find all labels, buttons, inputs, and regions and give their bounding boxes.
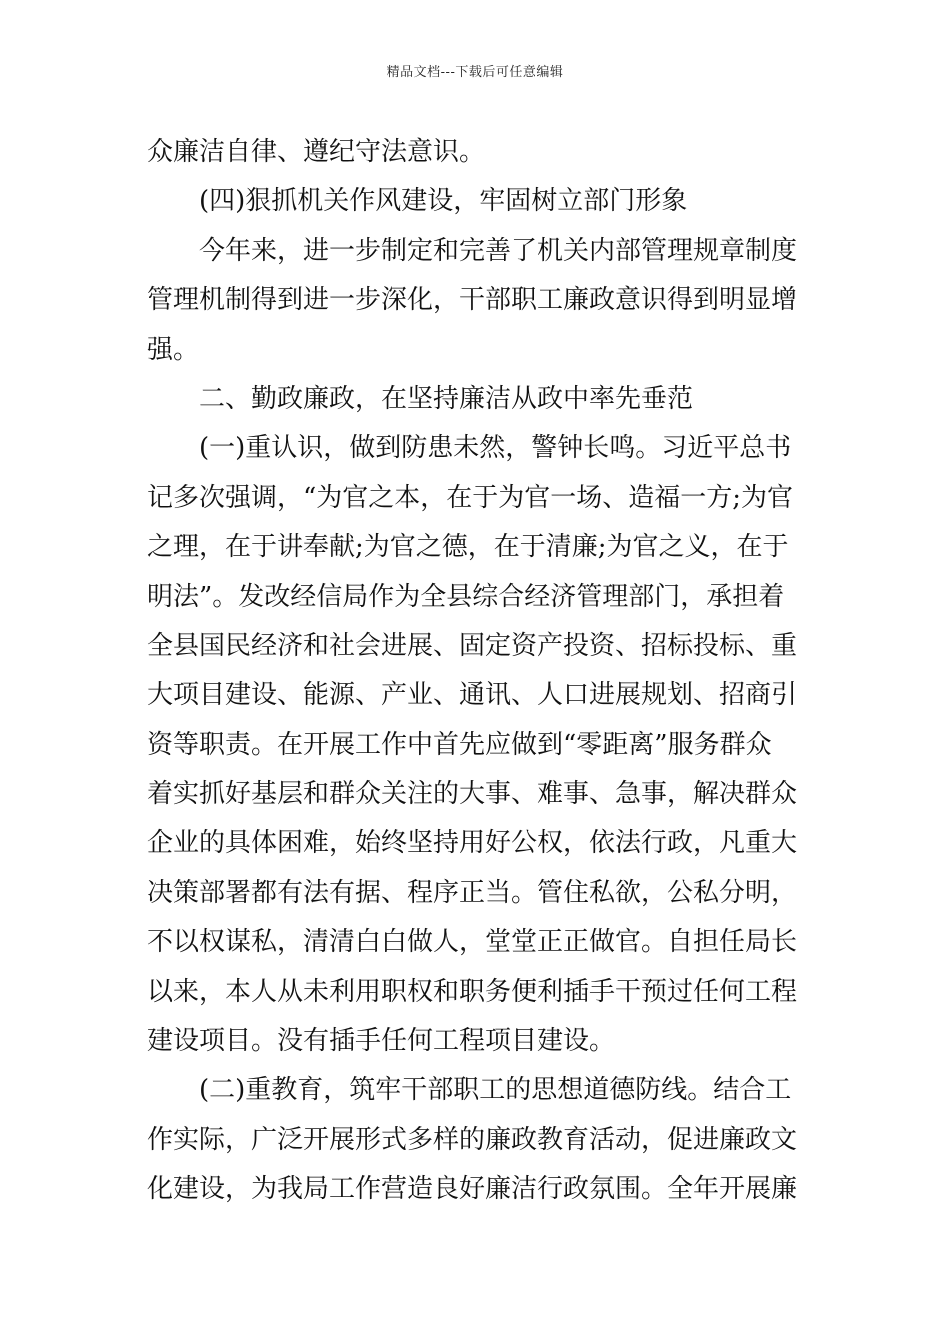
body-line: 管理机制得到进一步深化，干部职工廉政意识得到明显增 [147,285,798,316]
body-line: 众廉洁自律、遵纪守法意识。 [147,137,486,167]
body-line: 不以权谋私，清清白白做人，堂堂正正做官。自担任局长 [147,927,798,958]
body-line: 记多次强调，“为官之本，在于为官一场、造福一方;为官 [147,482,794,513]
page-header: 精品文档---下载后可任意编辑 [386,65,564,80]
body-line: 之理，在于讲奉献;为官之德，在于清廉;为官之义，在于 [147,532,789,563]
body-line: 决策部署都有法有据、程序正当。管住私欲，公私分明， [147,877,798,908]
body-line: 以来，本人从未利用职权和职务便利插手干预过任何工程 [147,976,798,1007]
body-line: 作实际，广泛开展形式多样的廉政教育活动，促进廉政文 [147,1124,798,1155]
body-line: 强。 [147,334,200,365]
body-line: 全县国民经济和社会进展、固定资产投资、招标投标、重 [147,630,798,661]
body-line: 企业的具体困难，始终坚持用好公权，依法行政，凡重大 [147,828,798,859]
body-line: 今年来，进一步制定和完善了机关内部管理规章制度 [199,235,798,266]
section-heading: (四)狠抓机关作风建设，牢固树立部门形象 [199,186,688,217]
body-line: 化建设，为我局工作营造良好廉洁行政氛围。全年开展廉 [147,1174,798,1205]
body-line: 资等职责。在开展工作中首先应做到“零距离”服务群众 [147,729,772,760]
body-line: (一)重认识，做到防患未然，警钟长鸣。习近平总书 [199,433,792,464]
body-line: (二)重教育，筑牢干部职工的思想道德防线。结合工 [199,1075,792,1106]
body-line: 着实抓好基层和群众关注的大事、难事、急事，解决群众 [147,779,798,810]
document-body [147,128,807,1215]
body-line: 大项目建设、能源、产业、通讯、人口进展规划、招商引 [147,680,798,711]
body-line: 明法”。发改经信局作为全县综合经济管理部门，承担着 [147,581,785,612]
body-line: 建设项目。没有插手任何工程项目建设。 [147,1026,616,1057]
section-heading: 二、勤政廉政，在坚持廉洁从政中率先垂范 [199,383,694,414]
